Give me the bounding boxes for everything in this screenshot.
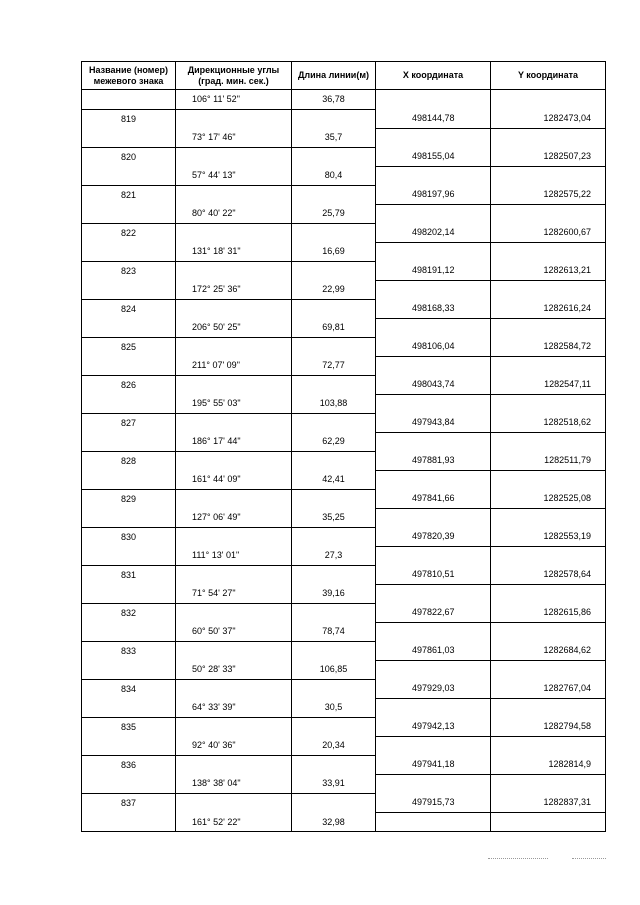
- line-length-cell: [292, 603, 376, 622]
- boundary-marks-table: [81, 61, 606, 832]
- direction-angle-cell: 60° 50' 37": [176, 622, 292, 641]
- header-y-coordinate: Y координата: [491, 62, 606, 90]
- y-coordinate-cell: [491, 812, 606, 832]
- line-length-cell: [292, 185, 376, 204]
- point-row: [82, 261, 606, 280]
- segment-row: [82, 622, 606, 641]
- direction-angle-cell: [176, 147, 292, 166]
- line-length-cell: [292, 793, 376, 812]
- mark-name-cell: 828: [82, 451, 176, 470]
- x-coordinate-cell: 497861,03: [376, 641, 491, 660]
- mark-name-cell: 825: [82, 337, 176, 356]
- table-header: [82, 62, 606, 90]
- direction-angle-cell: 195° 55' 03": [176, 394, 292, 413]
- line-length-cell: 27,3: [292, 546, 376, 565]
- mark-name-cell: [82, 622, 176, 641]
- scan-artifact-line: [572, 858, 606, 860]
- y-coordinate-cell: [491, 90, 606, 110]
- y-coordinate-cell: 1282814,9: [491, 755, 606, 774]
- direction-angle-cell: 211° 07' 09": [176, 356, 292, 375]
- mark-name-cell: [82, 736, 176, 755]
- direction-angle-cell: [176, 185, 292, 204]
- x-coordinate-cell: 498191,12: [376, 261, 491, 280]
- point-row: [82, 489, 606, 508]
- x-coordinate-cell: [376, 204, 491, 223]
- mark-name-cell: 835: [82, 717, 176, 736]
- x-coordinate-cell: [376, 660, 491, 679]
- line-length-cell: 69,81: [292, 318, 376, 337]
- segment-row: [82, 812, 606, 832]
- x-coordinate-cell: [376, 356, 491, 375]
- y-coordinate-cell: 1282600,67: [491, 223, 606, 242]
- direction-angle-cell: 206° 50' 25": [176, 318, 292, 337]
- line-length-cell: [292, 641, 376, 660]
- x-coordinate-cell: [376, 736, 491, 755]
- point-row: [82, 413, 606, 432]
- direction-angle-cell: [176, 641, 292, 660]
- direction-angle-cell: [176, 793, 292, 812]
- mark-name-cell: 820: [82, 147, 176, 166]
- line-length-cell: 72,77: [292, 356, 376, 375]
- y-coordinate-cell: 1282507,23: [491, 147, 606, 166]
- y-coordinate-cell: [491, 508, 606, 527]
- line-length-cell: 16,69: [292, 242, 376, 261]
- line-length-cell: 62,29: [292, 432, 376, 451]
- point-row: [82, 565, 606, 584]
- mark-name-cell: [82, 470, 176, 489]
- mark-name-cell: 831: [82, 565, 176, 584]
- y-coordinate-cell: [491, 242, 606, 261]
- mark-name-cell: [82, 280, 176, 299]
- mark-name-cell: 819: [82, 109, 176, 128]
- line-length-cell: [292, 451, 376, 470]
- direction-angle-cell: [176, 299, 292, 318]
- line-length-cell: [292, 527, 376, 546]
- x-coordinate-cell: 497822,67: [376, 603, 491, 622]
- x-coordinate-cell: 498144,78: [376, 109, 491, 128]
- x-coordinate-cell: [376, 622, 491, 641]
- mark-name-cell: [82, 356, 176, 375]
- x-coordinate-cell: [376, 166, 491, 185]
- line-length-cell: [292, 375, 376, 394]
- x-coordinate-cell: 497841,66: [376, 489, 491, 508]
- segment-row: [82, 280, 606, 299]
- x-coordinate-cell: [376, 546, 491, 565]
- line-length-cell: 22,99: [292, 280, 376, 299]
- header-direction-angle: Дирекционные углы (град. мин. сек.): [176, 62, 292, 90]
- direction-angle-cell: 131° 18' 31": [176, 242, 292, 261]
- segment-row: [82, 90, 606, 110]
- mark-name-cell: 826: [82, 375, 176, 394]
- line-length-cell: [292, 717, 376, 736]
- y-coordinate-cell: 1282473,04: [491, 109, 606, 128]
- segment-row: [82, 356, 606, 375]
- line-length-cell: 36,78: [292, 90, 376, 110]
- direction-angle-cell: 172° 25' 36": [176, 280, 292, 299]
- segment-row: [82, 584, 606, 603]
- y-coordinate-cell: 1282553,19: [491, 527, 606, 546]
- line-length-cell: 42,41: [292, 470, 376, 489]
- mark-name-cell: [82, 698, 176, 717]
- line-length-cell: 25,79: [292, 204, 376, 223]
- mark-name-cell: 829: [82, 489, 176, 508]
- segment-row: [82, 166, 606, 185]
- header-mark-name: Название (номер) межевого знака: [82, 62, 176, 90]
- direction-angle-cell: [176, 489, 292, 508]
- mark-name-cell: [82, 90, 176, 110]
- mark-name-cell: [82, 584, 176, 603]
- direction-angle-cell: 111° 13' 01": [176, 546, 292, 565]
- line-length-cell: 35,7: [292, 128, 376, 147]
- x-coordinate-cell: 497820,39: [376, 527, 491, 546]
- x-coordinate-cell: [376, 432, 491, 451]
- line-length-cell: [292, 413, 376, 432]
- direction-angle-cell: [176, 755, 292, 774]
- direction-angle-cell: 161° 52' 22": [176, 812, 292, 832]
- x-coordinate-cell: [376, 584, 491, 603]
- direction-angle-cell: [176, 527, 292, 546]
- mark-name-cell: [82, 660, 176, 679]
- mark-name-cell: [82, 242, 176, 261]
- line-length-cell: 106,85: [292, 660, 376, 679]
- y-coordinate-cell: 1282613,21: [491, 261, 606, 280]
- y-coordinate-cell: 1282616,24: [491, 299, 606, 318]
- mark-name-cell: 824: [82, 299, 176, 318]
- point-row: [82, 641, 606, 660]
- y-coordinate-cell: [491, 432, 606, 451]
- direction-angle-cell: [176, 109, 292, 128]
- direction-angle-cell: [176, 261, 292, 280]
- y-coordinate-cell: [491, 280, 606, 299]
- segment-row: [82, 242, 606, 261]
- mark-name-cell: [82, 318, 176, 337]
- y-coordinate-cell: [491, 774, 606, 793]
- mark-name-cell: [82, 432, 176, 451]
- y-coordinate-cell: [491, 470, 606, 489]
- y-coordinate-cell: [491, 166, 606, 185]
- line-length-cell: 30,5: [292, 698, 376, 717]
- line-length-cell: [292, 147, 376, 166]
- line-length-cell: [292, 565, 376, 584]
- x-coordinate-cell: 497810,51: [376, 565, 491, 584]
- direction-angle-cell: [176, 337, 292, 356]
- y-coordinate-cell: [491, 128, 606, 147]
- y-coordinate-cell: [491, 546, 606, 565]
- x-coordinate-cell: 497929,03: [376, 679, 491, 698]
- x-coordinate-cell: [376, 128, 491, 147]
- y-coordinate-cell: 1282525,08: [491, 489, 606, 508]
- segment-row: [82, 546, 606, 565]
- line-length-cell: [292, 679, 376, 698]
- segment-row: [82, 432, 606, 451]
- line-length-cell: 33,91: [292, 774, 376, 793]
- x-coordinate-cell: 497915,73: [376, 793, 491, 812]
- y-coordinate-cell: 1282547,11: [491, 375, 606, 394]
- y-coordinate-cell: [491, 736, 606, 755]
- y-coordinate-cell: [491, 660, 606, 679]
- y-coordinate-cell: [491, 584, 606, 603]
- x-coordinate-cell: 497941,18: [376, 755, 491, 774]
- line-length-cell: [292, 223, 376, 242]
- y-coordinate-cell: 1282837,31: [491, 793, 606, 812]
- point-row: [82, 109, 606, 128]
- y-coordinate-cell: [491, 394, 606, 413]
- mark-name-cell: [82, 166, 176, 185]
- mark-name-cell: [82, 128, 176, 147]
- direction-angle-cell: 127° 06' 49": [176, 508, 292, 527]
- mark-name-cell: 821: [82, 185, 176, 204]
- direction-angle-cell: 161° 44' 09": [176, 470, 292, 489]
- x-coordinate-cell: 498155,04: [376, 147, 491, 166]
- point-row: [82, 375, 606, 394]
- mark-name-cell: [82, 394, 176, 413]
- point-row: [82, 679, 606, 698]
- direction-angle-cell: [176, 413, 292, 432]
- y-coordinate-cell: 1282684,62: [491, 641, 606, 660]
- y-coordinate-cell: 1282575,22: [491, 185, 606, 204]
- mark-name-cell: [82, 812, 176, 832]
- direction-angle-cell: [176, 223, 292, 242]
- mark-name-cell: [82, 774, 176, 793]
- x-coordinate-cell: [376, 470, 491, 489]
- line-length-cell: 80,4: [292, 166, 376, 185]
- x-coordinate-cell: [376, 394, 491, 413]
- y-coordinate-cell: 1282794,58: [491, 717, 606, 736]
- mark-name-cell: 833: [82, 641, 176, 660]
- direction-angle-cell: 186° 17' 44": [176, 432, 292, 451]
- line-length-cell: [292, 489, 376, 508]
- direction-angle-cell: [176, 603, 292, 622]
- direction-angle-cell: [176, 375, 292, 394]
- mark-name-cell: 830: [82, 527, 176, 546]
- x-coordinate-cell: [376, 242, 491, 261]
- segment-row: [82, 698, 606, 717]
- direction-angle-cell: 138° 38' 04": [176, 774, 292, 793]
- direction-angle-cell: [176, 565, 292, 584]
- segment-row: [82, 774, 606, 793]
- x-coordinate-cell: 498168,33: [376, 299, 491, 318]
- line-length-cell: 35,25: [292, 508, 376, 527]
- mark-name-cell: 823: [82, 261, 176, 280]
- y-coordinate-cell: [491, 356, 606, 375]
- segment-row: [82, 204, 606, 223]
- point-row: [82, 717, 606, 736]
- x-coordinate-cell: [376, 812, 491, 832]
- point-row: [82, 451, 606, 470]
- mark-name-cell: [82, 204, 176, 223]
- mark-name-cell: [82, 508, 176, 527]
- direction-angle-cell: 92° 40' 36": [176, 736, 292, 755]
- point-row: [82, 147, 606, 166]
- point-row: [82, 755, 606, 774]
- header-line-length: Длина линии(м): [292, 62, 376, 90]
- segment-row: [82, 470, 606, 489]
- mark-name-cell: [82, 546, 176, 565]
- segment-row: [82, 394, 606, 413]
- x-coordinate-cell: 497881,93: [376, 451, 491, 470]
- segment-row: [82, 318, 606, 337]
- point-row: [82, 299, 606, 318]
- x-coordinate-cell: 498106,04: [376, 337, 491, 356]
- mark-name-cell: 822: [82, 223, 176, 242]
- line-length-cell: 39,16: [292, 584, 376, 603]
- x-coordinate-cell: 497943,84: [376, 413, 491, 432]
- point-row: [82, 337, 606, 356]
- segment-row: [82, 736, 606, 755]
- x-coordinate-cell: [376, 318, 491, 337]
- line-length-cell: 32,98: [292, 812, 376, 832]
- direction-angle-cell: [176, 717, 292, 736]
- point-row: [82, 603, 606, 622]
- direction-angle-cell: 73° 17' 46": [176, 128, 292, 147]
- y-coordinate-cell: 1282511,79: [491, 451, 606, 470]
- line-length-cell: 20,34: [292, 736, 376, 755]
- point-row: [82, 793, 606, 812]
- direction-angle-cell: [176, 451, 292, 470]
- direction-angle-cell: 64° 33' 39": [176, 698, 292, 717]
- line-length-cell: [292, 261, 376, 280]
- direction-angle-cell: 50° 28' 33": [176, 660, 292, 679]
- point-row: [82, 527, 606, 546]
- y-coordinate-cell: 1282578,64: [491, 565, 606, 584]
- x-coordinate-cell: 497942,13: [376, 717, 491, 736]
- point-row: [82, 223, 606, 242]
- x-coordinate-cell: 498197,96: [376, 185, 491, 204]
- x-coordinate-cell: [376, 508, 491, 527]
- direction-angle-cell: 57° 44' 13": [176, 166, 292, 185]
- mark-name-cell: 832: [82, 603, 176, 622]
- x-coordinate-cell: [376, 774, 491, 793]
- line-length-cell: [292, 109, 376, 128]
- segment-row: [82, 128, 606, 147]
- table-body: [82, 90, 606, 832]
- line-length-cell: [292, 337, 376, 356]
- mark-name-cell: 827: [82, 413, 176, 432]
- y-coordinate-cell: [491, 204, 606, 223]
- mark-name-cell: 834: [82, 679, 176, 698]
- x-coordinate-cell: [376, 90, 491, 110]
- mark-name-cell: 836: [82, 755, 176, 774]
- line-length-cell: [292, 755, 376, 774]
- point-row: [82, 185, 606, 204]
- direction-angle-cell: 71° 54' 27": [176, 584, 292, 603]
- header-x-coordinate: X координата: [376, 62, 491, 90]
- y-coordinate-cell: [491, 622, 606, 641]
- direction-angle-cell: [176, 679, 292, 698]
- y-coordinate-cell: 1282767,04: [491, 679, 606, 698]
- segment-row: [82, 660, 606, 679]
- mark-name-cell: 837: [82, 793, 176, 812]
- x-coordinate-cell: [376, 280, 491, 299]
- line-length-cell: 103,88: [292, 394, 376, 413]
- y-coordinate-cell: [491, 318, 606, 337]
- x-coordinate-cell: 498043,74: [376, 375, 491, 394]
- scan-artifact-line: [488, 858, 548, 860]
- segment-row: [82, 508, 606, 527]
- line-length-cell: 78,74: [292, 622, 376, 641]
- y-coordinate-cell: 1282615,86: [491, 603, 606, 622]
- x-coordinate-cell: [376, 698, 491, 717]
- direction-angle-cell: 80° 40' 22": [176, 204, 292, 223]
- direction-angle-cell: 106° 11' 52": [176, 90, 292, 110]
- line-length-cell: [292, 299, 376, 318]
- y-coordinate-cell: 1282518,62: [491, 413, 606, 432]
- y-coordinate-cell: 1282584,72: [491, 337, 606, 356]
- x-coordinate-cell: 498202,14: [376, 223, 491, 242]
- y-coordinate-cell: [491, 698, 606, 717]
